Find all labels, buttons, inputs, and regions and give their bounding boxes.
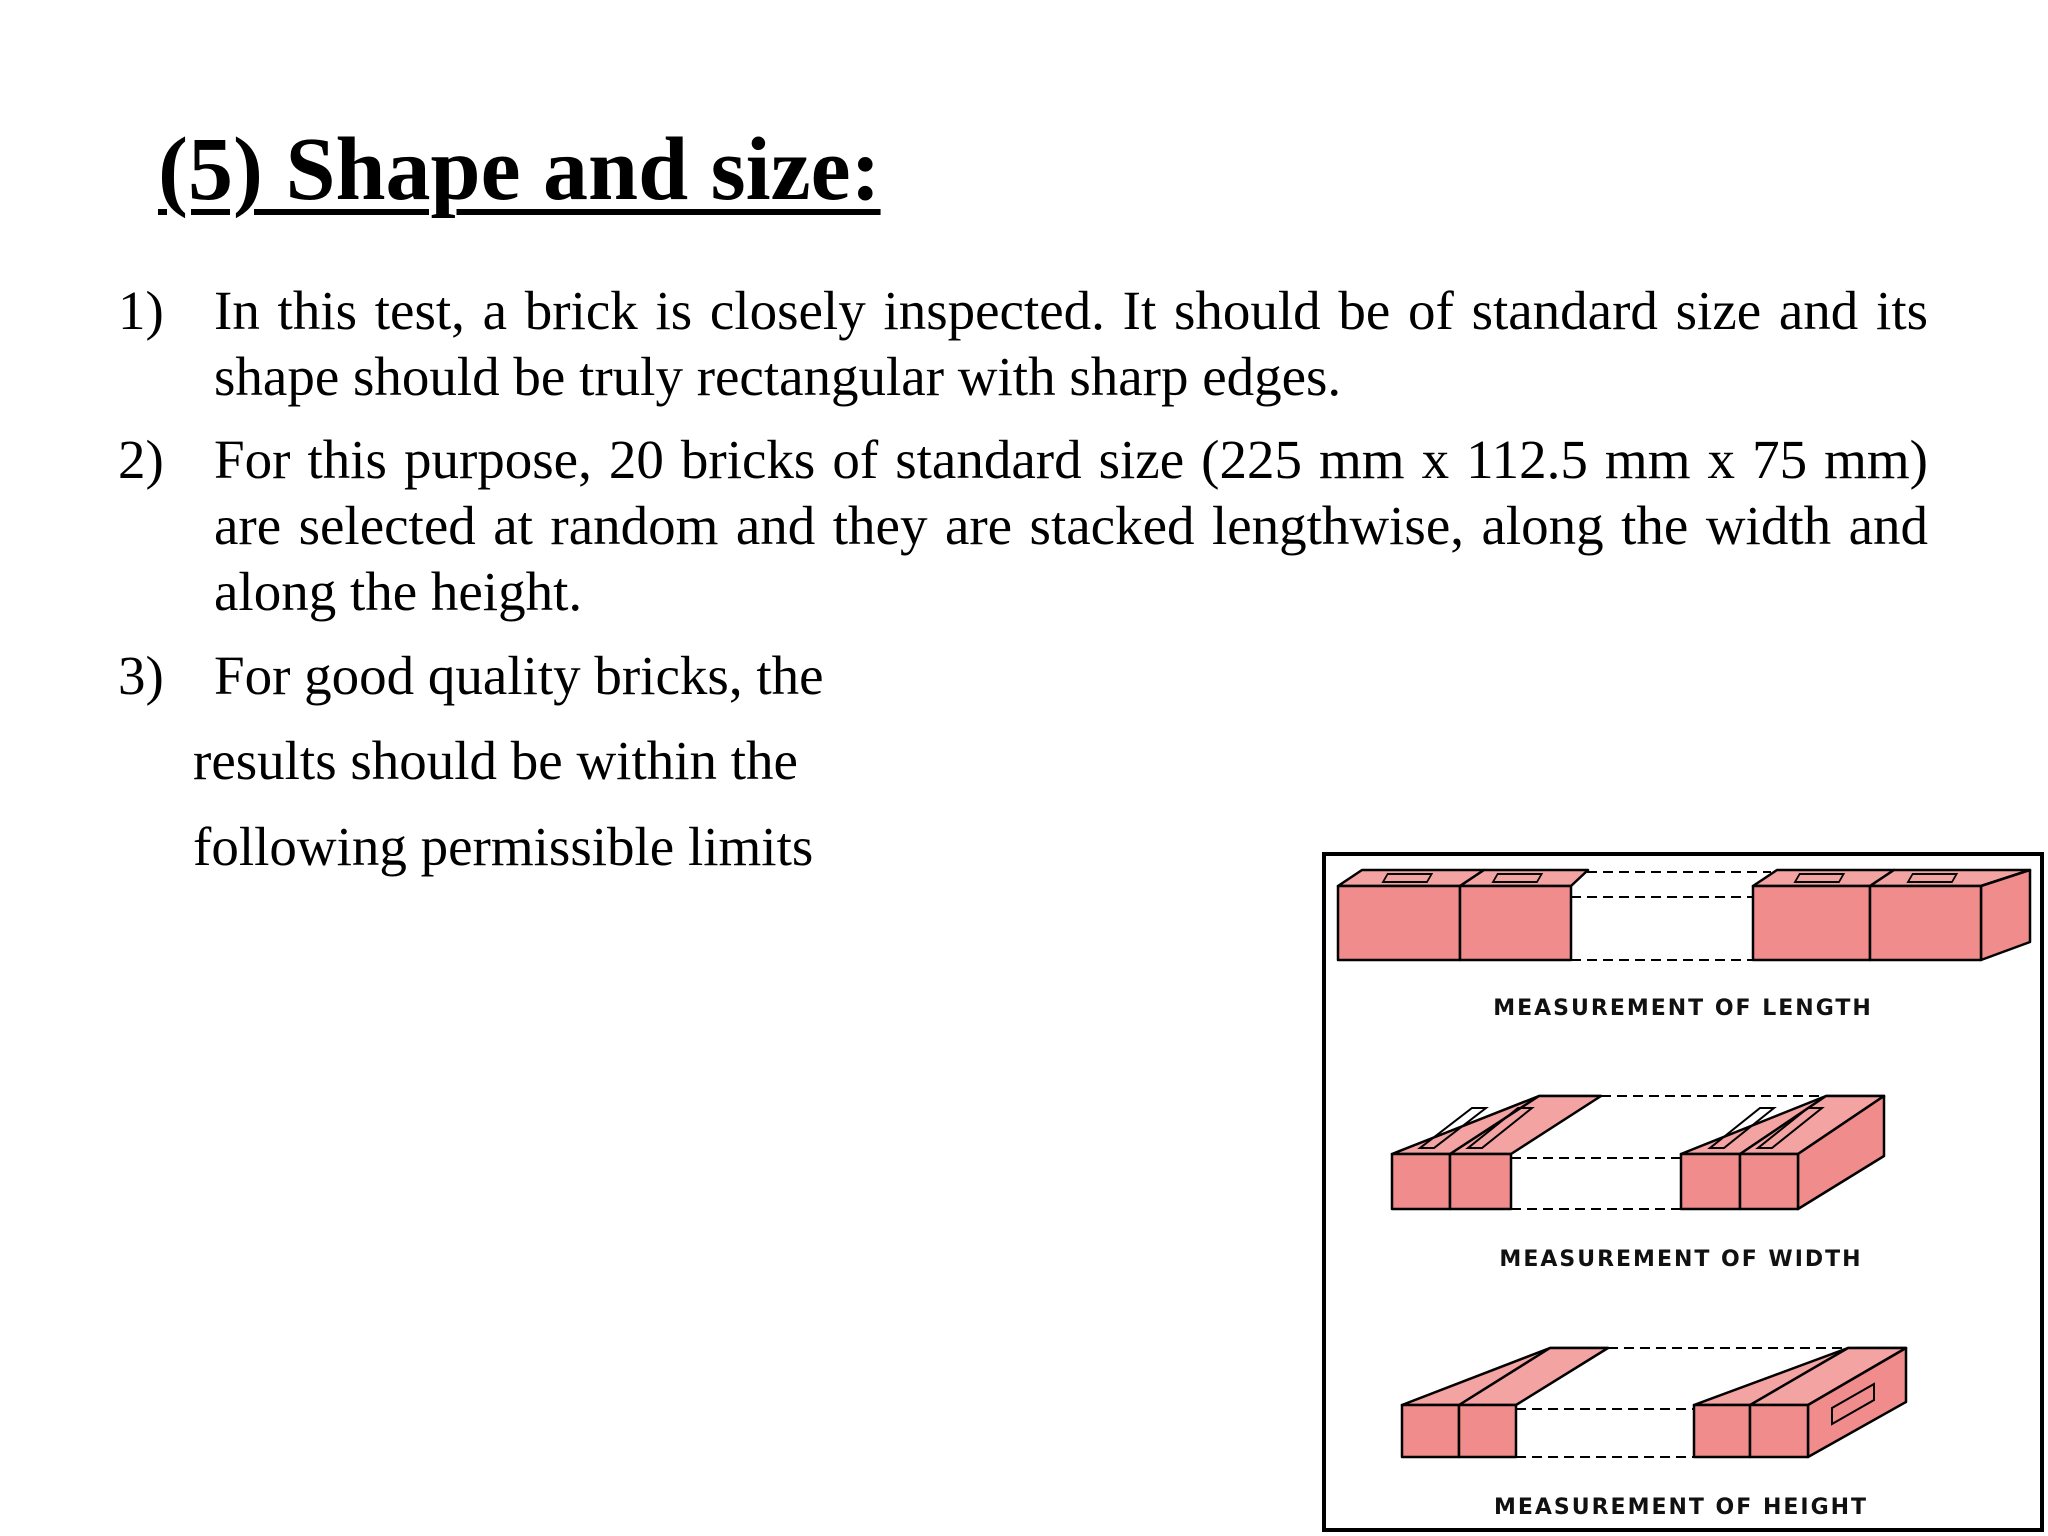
- brick: [1681, 1154, 1740, 1209]
- list-item-number: 2): [118, 429, 164, 490]
- brick: [1460, 886, 1571, 960]
- caption-width: MEASUREMENT OF WIDTH: [1499, 1247, 1863, 1272]
- brick: [1338, 886, 1460, 960]
- brick: [1459, 1405, 1516, 1457]
- brick: [1870, 886, 1981, 960]
- brick-measurement-illustration: [1326, 856, 2040, 1528]
- caption-height: MEASUREMENT OF HEIGHT: [1493, 1495, 1869, 1520]
- width-brick-stack: [1392, 1096, 1884, 1209]
- height-brick-stack: [1402, 1348, 1906, 1457]
- brick: [1450, 1154, 1511, 1209]
- list-item-continuation: results should be within the: [193, 730, 798, 791]
- brick-side-face: [1981, 870, 2030, 960]
- brick: [1694, 1405, 1750, 1457]
- list-item-number: 3): [118, 645, 164, 706]
- list-item-text: For good quality bricks, the: [214, 645, 824, 706]
- list-item-number: 1): [118, 280, 164, 341]
- list-item-continuation: following permissible limits: [193, 816, 814, 877]
- caption-length: MEASUREMENT OF LENGTH: [1493, 996, 1873, 1021]
- brick: [1740, 1154, 1798, 1209]
- list-item-text: In this test, a brick is closely inspected. It should be of standard size and its shape should be truly rectangular with sharp edges.: [214, 280, 1928, 407]
- brick: [1750, 1405, 1808, 1457]
- list-item: [118, 427, 1928, 637]
- list-item-text: For this purpose, 20 bricks of standard size (225 mm x 112.5 mm x 75 mm) are selected at random and they are stacked lengthwise, along the width and along the height.: [214, 429, 1928, 622]
- brick-top-face: [1460, 870, 1588, 886]
- length-brick-stack: [1338, 870, 2030, 960]
- brick: [1753, 886, 1870, 960]
- brick: [1402, 1405, 1459, 1457]
- list-item: [118, 278, 1928, 418]
- brick: [1392, 1154, 1450, 1209]
- slide-title: (5) Shape and size:: [158, 120, 881, 219]
- brick-measurement-figure: [1322, 852, 2044, 1532]
